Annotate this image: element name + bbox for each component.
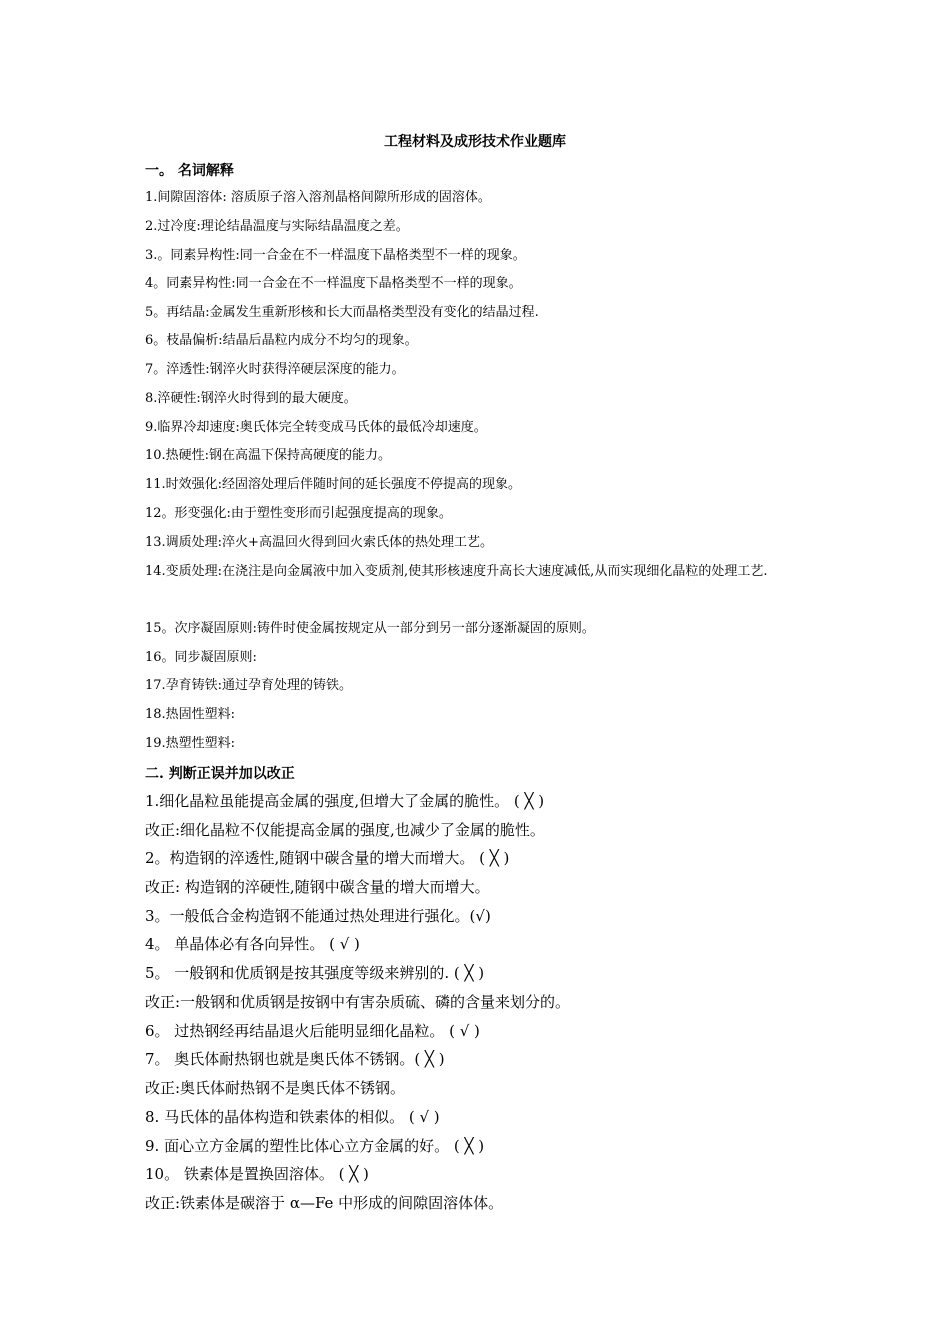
judgement-item: 7。 奥氏体耐热钢也就是奥氏体不锈钢。( ╳ ): [145, 1050, 445, 1068]
definition-item: 17.孕育铸铁:通过孕育处理的铸铁。: [145, 678, 353, 693]
definition-item: 10.热硬性:钢在高温下保持高硬度的能力。: [145, 448, 392, 463]
definition-item: 11.时效强化:经固溶处理后伴随时间的延长强度不停提高的现象。: [145, 477, 522, 492]
judgement-item: 3。一般低合金构造钢不能通过热处理进行强化。(√): [145, 907, 491, 925]
judgement-item: 8. 马氏体的晶体构造和铁素体的相似。 ( √ ): [145, 1108, 440, 1126]
correction-item: 改正:铁素体是碳溶于 α—Fe 中形成的间隙固溶体体。: [145, 1194, 504, 1212]
definition-item: 7。淬透性:钢淬火时获得淬硬层深度的能力。: [145, 362, 405, 377]
judgement-item: 9. 面心立方金属的塑性比体心立方金属的好。 ( ╳ ): [145, 1137, 485, 1155]
definition-item: 12。形变强化:由于塑性变形而引起强度提高的现象。: [145, 506, 452, 521]
definition-item: 9.临界冷却速度:奥氏体完全转变成马氏体的最低冷却速度。: [145, 420, 487, 435]
definition-item: 18.热固性塑料:: [145, 707, 236, 722]
definition-item: 3.。同素异构性:同一合金在不一样温度下晶格类型不一样的现象。: [145, 248, 526, 263]
judgement-item: 1.细化晶粒虽能提高金属的强度,但增大了金属的脆性。 ( ╳ ): [145, 792, 545, 810]
correction-item: 改正:奥氏体耐热钢不是奥氏体不锈钢。: [145, 1079, 406, 1097]
judgement-item: 5。 一般钢和优质钢是按其强度等级来辨别的. ( ╳ ): [145, 964, 485, 982]
definition-item: 2.过冷度:理论结晶温度与实际结晶温度之差。: [145, 219, 409, 234]
judgement-item: 10。 铁素体是置换固溶体。 ( ╳ ): [145, 1165, 369, 1183]
definition-item: 4。同素异构性:同一合金在不一样温度下晶格类型不一样的现象。: [145, 276, 522, 291]
definition-item: 14.变质处理:在浇注是向金属液中加入变质剂,使其形核速度升高长大速度减低,从而实现细化晶粒的处理工艺.: [145, 564, 768, 579]
judgement-item: 6。 过热钢经再结晶退火后能明显细化晶粒。 ( √ ): [145, 1022, 480, 1040]
page-title: 工程材料及成形技术作业题库: [384, 134, 566, 150]
judgement-item: 4。 单晶体必有各向异性。 ( √ ): [145, 935, 360, 953]
definition-item: 8.淬硬性:钢淬火时得到的最大硬度。: [145, 391, 357, 406]
definition-item: 1.间隙固溶体: 溶质原子溶入溶剂晶格间隙所形成的固溶体。: [145, 190, 491, 205]
definition-item: 6。枝晶偏析:结晶后晶粒内成分不均匀的现象。: [145, 333, 418, 348]
section-heading-true-false: 二. 判断正误并加以改正: [145, 766, 295, 782]
judgement-item: 2。构造钢的淬透性,随钢中碳含量的增大而增大。 ( ╳ ): [145, 849, 510, 867]
definition-item: 13.调质处理:淬火+高温回火得到回火索氏体的热处理工艺。: [145, 535, 493, 550]
section-heading-definitions: 一。 名词解释: [145, 163, 234, 179]
correction-item: 改正: 构造钢的淬硬性,随钢中碳含量的增大而增大。: [145, 878, 490, 896]
definition-item: 5。再结晶:金属发生重新形核和长大而晶格类型没有变化的结晶过程.: [145, 305, 539, 320]
correction-item: 改正:一般钢和优质钢是按钢中有害杂质硫、磷的含量来划分的。: [145, 993, 571, 1011]
definition-item: 16。同步凝固原则:: [145, 650, 257, 665]
correction-item: 改正:细化晶粒不仅能提高金属的强度,也减少了金属的脆性。: [145, 821, 545, 839]
definition-item: 19.热塑性塑料:: [145, 736, 236, 751]
definition-item: 15。次序凝固原则:铸件时使金属按规定从一部分到另一部分逐渐凝固的原则。: [145, 621, 595, 636]
